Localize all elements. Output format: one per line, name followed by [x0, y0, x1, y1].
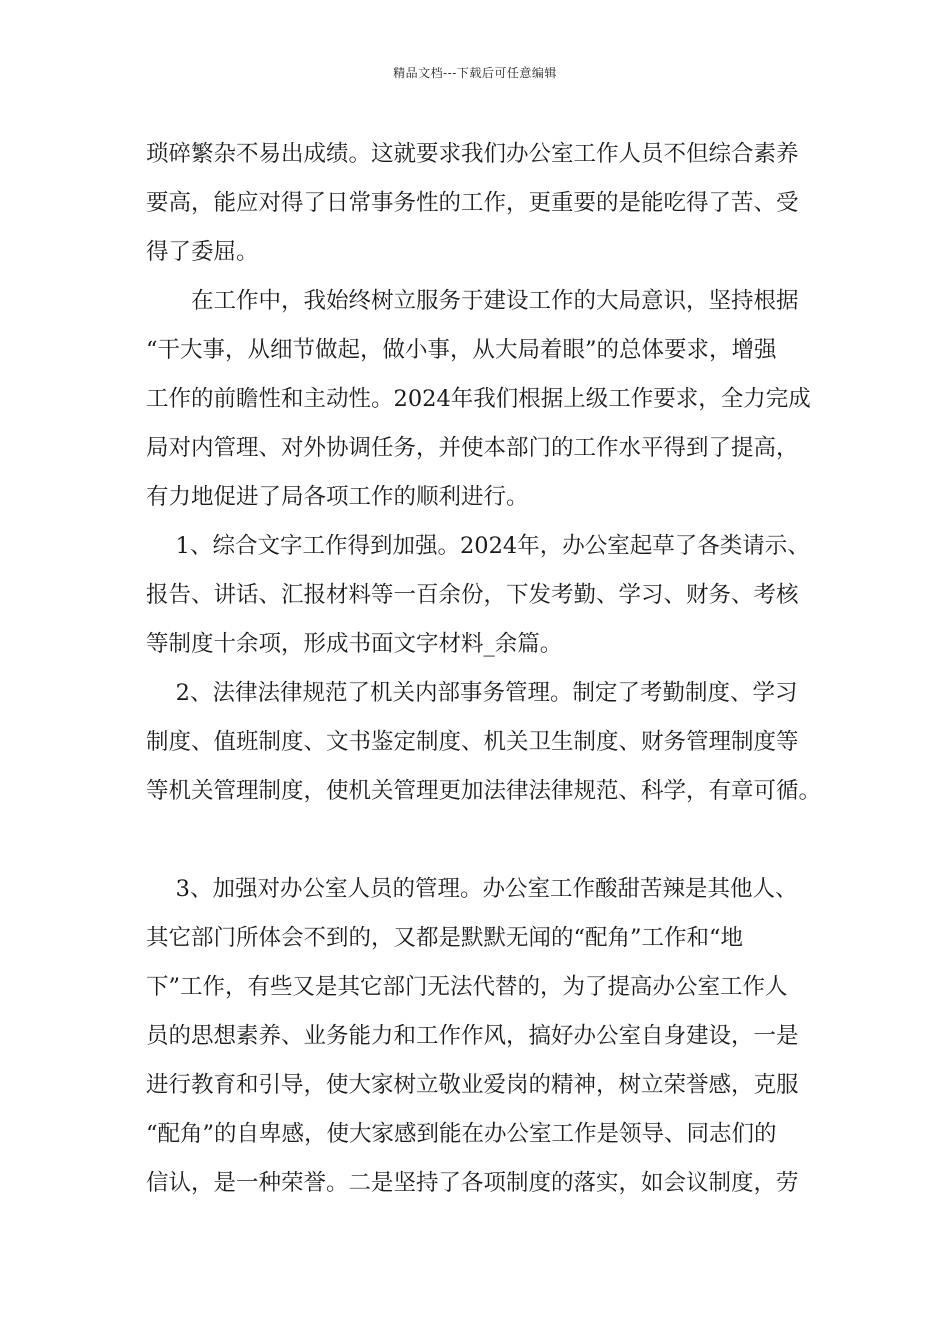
text-line: 制度、值班制度、文书鉴定制度、机关卫生制度、财务管理制度等	[146, 729, 799, 755]
page-header: 精品文档---下载后可任意编辑	[393, 66, 557, 80]
text-line: 1、综合文字工作得到加强。2024年，办公室起草了各类请示、	[146, 533, 810, 559]
text-line: 局对内管理、对外协调任务，并使本部门的工作水平得到了提高，	[146, 435, 799, 461]
paragraph-2	[146, 277, 826, 522]
text-line: 等机关管理制度，使机关管理更加法律法律规范、科学，有章可循。	[146, 778, 822, 804]
text-line: 要高，能应对得了日常事务性的工作，更重要的是能吃得了苦、受	[146, 190, 799, 216]
text-line: “配角”的自卑感，使大家感到能在办公室工作是领导、同志们的	[146, 1121, 777, 1147]
text-line: 2、法律法律规范了机关内部事务管理。制定了考勤制度、学习	[146, 680, 798, 706]
text-line: 得了委屈。	[146, 239, 259, 265]
text-line: 有力地促进了局各项工作的顺利进行。	[146, 484, 529, 510]
paragraph-1	[146, 130, 826, 277]
text-line: 其它部门所体会不到的，又都是默默无闻的“配角”工作和“地	[146, 925, 744, 951]
paragraph-3	[146, 522, 826, 669]
text-line: 3、加强对办公室人员的管理。办公室工作酸甜苦辣是其他人、	[146, 876, 798, 902]
text-line: 琐碎繁杂不易出成绩。这就要求我们办公室工作人员不但综合素养	[146, 141, 799, 167]
document-body	[146, 130, 826, 1208]
paragraph-5	[146, 865, 826, 1208]
text-line: 信认，是一种荣誉。二是坚持了各项制度的落实，如会议制度，劳	[146, 1170, 799, 1196]
text-line: 在工作中，我始终树立服务于建设工作的大局意识，坚持根据	[146, 288, 799, 314]
text-line: 报告、讲话、汇报材料等一百余份，下发考勤、学习、财务、考核	[146, 582, 799, 608]
paragraph-4	[146, 669, 826, 816]
text-line: 员的思想素养、业务能力和工作作风，搞好办公室自身建设，一是	[146, 1023, 799, 1049]
text-line: 下”工作，有些又是其它部门无法代替的，为了提高办公室工作人	[146, 974, 788, 1000]
text-line: 等制度十余项，形成书面文字材料_余篇。	[146, 631, 563, 657]
text-line: 进行教育和引导，使大家树立敬业爱岗的精神，树立荣誉感，克服	[146, 1072, 799, 1098]
paragraph-spacer	[146, 816, 826, 865]
text-line: 工作的前瞻性和主动性。2024年我们根据上级工作要求，全力完成	[146, 386, 811, 412]
text-line: “干大事，从细节做起，做小事，从大局着眼”的总体要求，增强	[146, 337, 777, 363]
